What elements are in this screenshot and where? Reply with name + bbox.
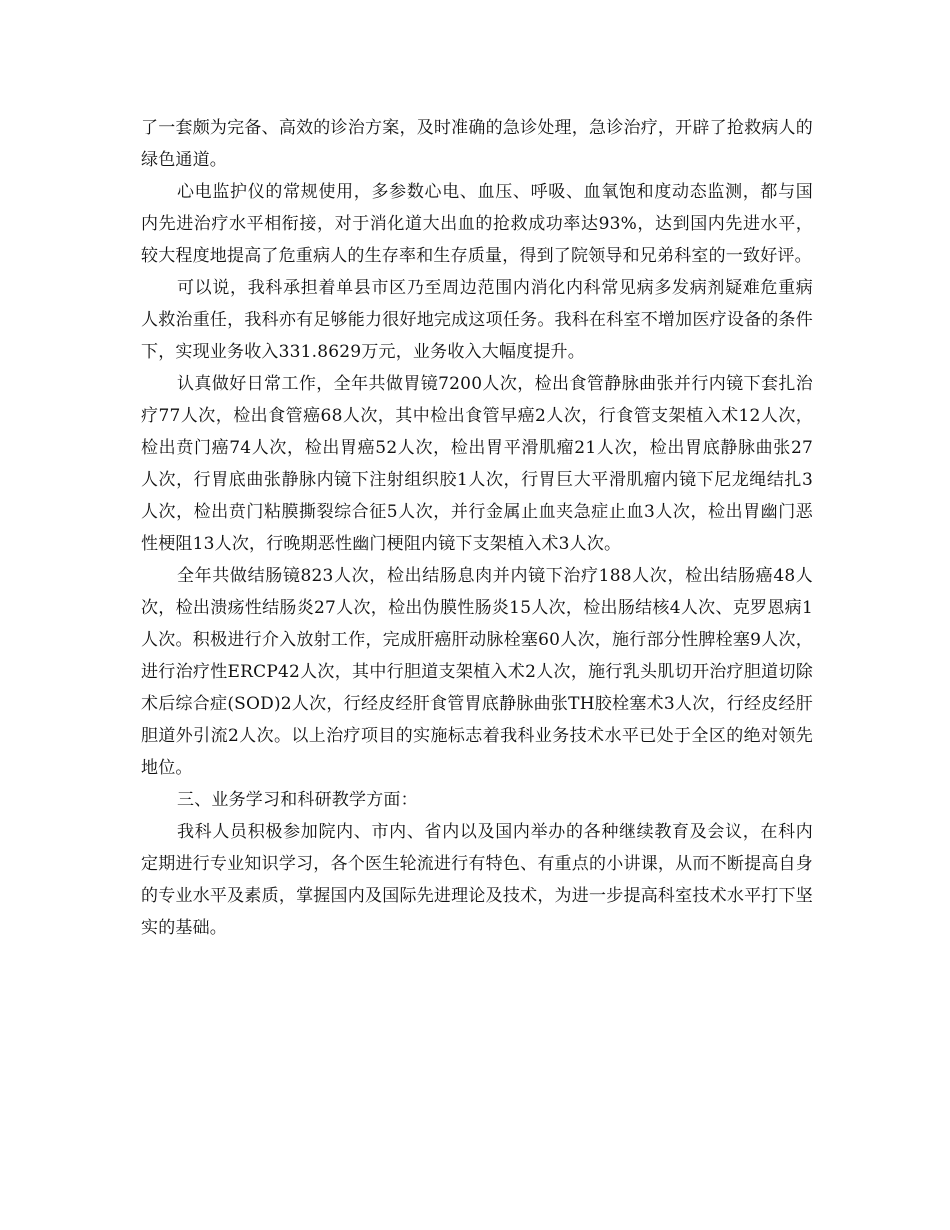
paragraph-gastroscopy: 认真做好日常工作，全年共做胃镜7200人次，检出食管静脉曲张并行内镜下套扎治疗77人次，检出食管癌68人次，其中检出食管早癌2人次，行食管支架植入术12人次，检出贲门癌74人次，检出胃癌52人次，检出胃平滑肌瘤21人次，检出胃底静脉曲张27人次，行胃底曲张静脉内镜下注射组织胶1人次，行胃巨大平滑肌瘤内镜下尼龙绳结扎3人次，检出贲门粘膜撕裂综合征5人次，并行金属止血夹急症止血3人次，检出胃幽门恶性梗阻13人次，行晚期恶性幽门梗阻内镜下支架植入术3人次。 [141, 374, 813, 554]
section-heading-study-research: 三、业务学习和科研教学方面： [177, 790, 418, 810]
document-body [141, 112, 813, 944]
paragraph-continuing-education: 我科人员积极参加院内、市内、省内以及国内举办的各种继续教育及会议，在科内定期进行专业知识学习，各个医生轮流进行有特色、有重点的小讲课，从而不断提高自身的专业水平及素质，掌握国内及国际先进理论及技术，为进一步提高科室技术水平打下坚实的基础。 [141, 822, 813, 938]
paragraph-responsibility: 可以说，我科承担着单县市区乃至周边范围内消化内科常见病多发病剂疑难危重病人救治重任，我科亦有足够能力很好地完成这项任务。我科在科室不增加医疗设备的条件下，实现业务收入331.8629万元，业务收入大幅度提升。 [141, 278, 813, 362]
paragraph-continuation: 了一套颇为完备、高效的诊治方案，及时准确的急诊处理，急诊治疗，开辟了抢救病人的绿色通道。 [141, 118, 813, 170]
paragraph-colonoscopy: 全年共做结肠镜823人次，检出结肠息肉并内镜下治疗188人次，检出结肠癌48人次，检出溃疡性结肠炎27人次，检出伪膜性肠炎15人次，检出肠结核4人次、克罗恩病1人次。积极进行介入放射工作，完成肝癌肝动脉栓塞60人次，施行部分性脾栓塞9人次，进行治疗性ERCP42人次，其中行胆道支架植入术2人次，施行乳头肌切开治疗胆道切除术后综合症(SOD)2人次，行经皮经肝食管胃底静脉曲张TH胶栓塞术3人次，行经皮经肝胆道外引流2人次。以上治疗项目的实施标志着我科业务技术水平已处于全区的绝对领先地位。 [141, 566, 813, 778]
paragraph-monitoring: 心电监护仪的常规使用，多参数心电、血压、呼吸、血氧饱和度动态监测，都与国内先进治疗水平相衔接，对于消化道大出血的抢救成功率达93%，达到国内先进水平，较大程度地提高了危重病人的生存率和生存质量，得到了院领导和兄弟科室的一致好评。 [141, 182, 813, 266]
